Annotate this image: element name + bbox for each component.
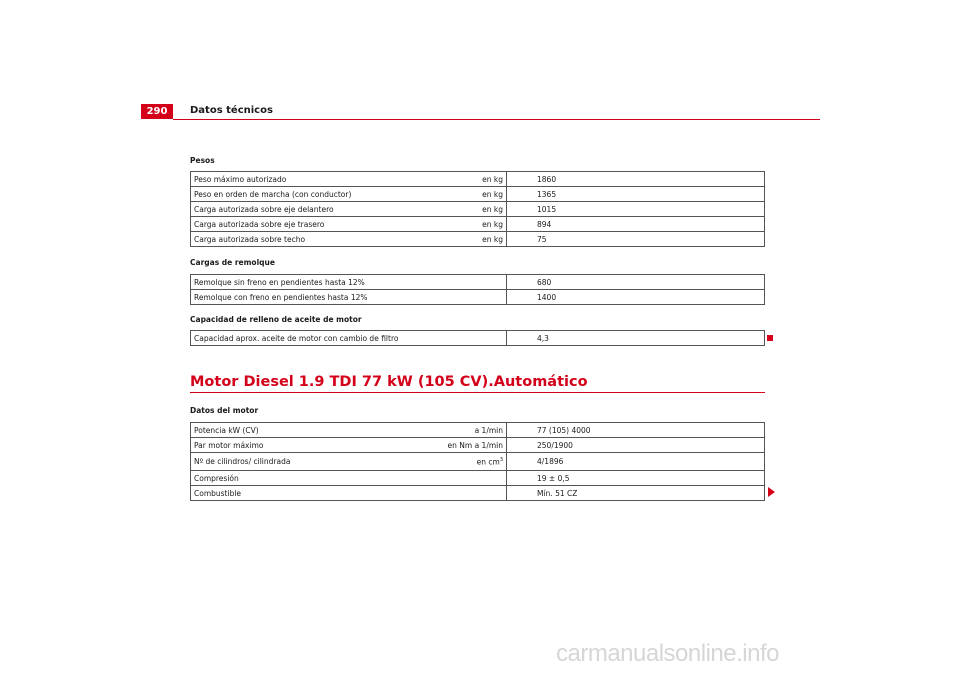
row-unit <box>420 471 507 486</box>
row-unit: a 1/min <box>420 423 507 438</box>
row-label: Combustible <box>191 486 421 501</box>
row-value: 75 <box>507 232 765 247</box>
row-unit <box>420 453 507 471</box>
table-row <box>191 486 765 501</box>
table-aceite <box>190 330 765 346</box>
row-value: 4,3 <box>507 331 765 346</box>
row-unit: en kg <box>420 232 507 247</box>
row-unit: en kg <box>420 217 507 232</box>
row-value: 894 <box>507 217 765 232</box>
row-label: Nº de cilindros/ cilindrada <box>191 453 421 471</box>
table-row <box>191 232 765 247</box>
row-label: Compresión <box>191 471 421 486</box>
row-value: 1365 <box>507 187 765 202</box>
row-label: Par motor máximo <box>191 438 421 453</box>
heading-rule <box>190 392 765 393</box>
unit-superscript: 3 <box>499 456 503 463</box>
table-row <box>191 290 765 305</box>
row-label: Remolque con freno en pendientes hasta 12% <box>191 290 421 305</box>
unit-text: en cm <box>476 457 500 467</box>
table-row <box>191 217 765 232</box>
row-value: 19 ± 0,5 <box>507 471 765 486</box>
page-number: 290 <box>141 104 173 119</box>
table-row <box>191 471 765 486</box>
table-row <box>191 438 765 453</box>
table-motor <box>190 422 765 501</box>
row-label: Carga autorizada sobre eje trasero <box>191 217 421 232</box>
continue-arrow-icon <box>768 487 775 497</box>
row-value: 1015 <box>507 202 765 217</box>
table-row <box>191 187 765 202</box>
row-unit: en Nm a 1/min <box>420 438 507 453</box>
row-unit <box>420 486 507 501</box>
motor-heading: Motor Diesel 1.9 TDI 77 kW (105 CV).Automático <box>190 374 588 390</box>
table-remolque <box>190 274 765 305</box>
header-rule <box>173 119 820 120</box>
row-unit: en kg <box>420 202 507 217</box>
watermark: carmanualsonline.info <box>556 640 779 667</box>
row-value: Mín. 51 CZ <box>507 486 765 501</box>
row-label: Peso máximo autorizado <box>191 172 421 187</box>
table-row <box>191 331 765 346</box>
table-row <box>191 453 765 471</box>
row-value: 4/1896 <box>507 453 765 471</box>
row-value: 680 <box>507 275 765 290</box>
section-title-aceite: Capacidad de relleno de aceite de motor <box>190 315 362 324</box>
row-label: Capacidad aprox. aceite de motor con cambio de filtro <box>191 331 421 346</box>
row-unit: en kg <box>420 187 507 202</box>
row-label: Peso en orden de marcha (con conductor) <box>191 187 421 202</box>
row-label: Carga autorizada sobre techo <box>191 232 421 247</box>
row-value: 1400 <box>507 290 765 305</box>
page-title: Datos técnicos <box>190 105 273 116</box>
section-title-remolque: Cargas de remolque <box>190 258 275 267</box>
table-row <box>191 275 765 290</box>
row-label: Remolque sin freno en pendientes hasta 12% <box>191 275 421 290</box>
section-title-pesos: Pesos <box>190 156 215 165</box>
row-unit <box>420 290 507 305</box>
table-row <box>191 202 765 217</box>
row-value: 1860 <box>507 172 765 187</box>
table-row <box>191 423 765 438</box>
table-pesos <box>190 171 765 247</box>
row-value: 77 (105) 4000 <box>507 423 765 438</box>
row-label: Carga autorizada sobre eje delantero <box>191 202 421 217</box>
row-value: 250/1900 <box>507 438 765 453</box>
section-end-marker-icon <box>767 335 773 341</box>
row-unit <box>420 275 507 290</box>
row-unit <box>420 331 507 346</box>
table-row <box>191 172 765 187</box>
section-title-motor: Datos del motor <box>190 406 259 415</box>
row-unit: en kg <box>420 172 507 187</box>
row-label: Potencia kW (CV) <box>191 423 421 438</box>
